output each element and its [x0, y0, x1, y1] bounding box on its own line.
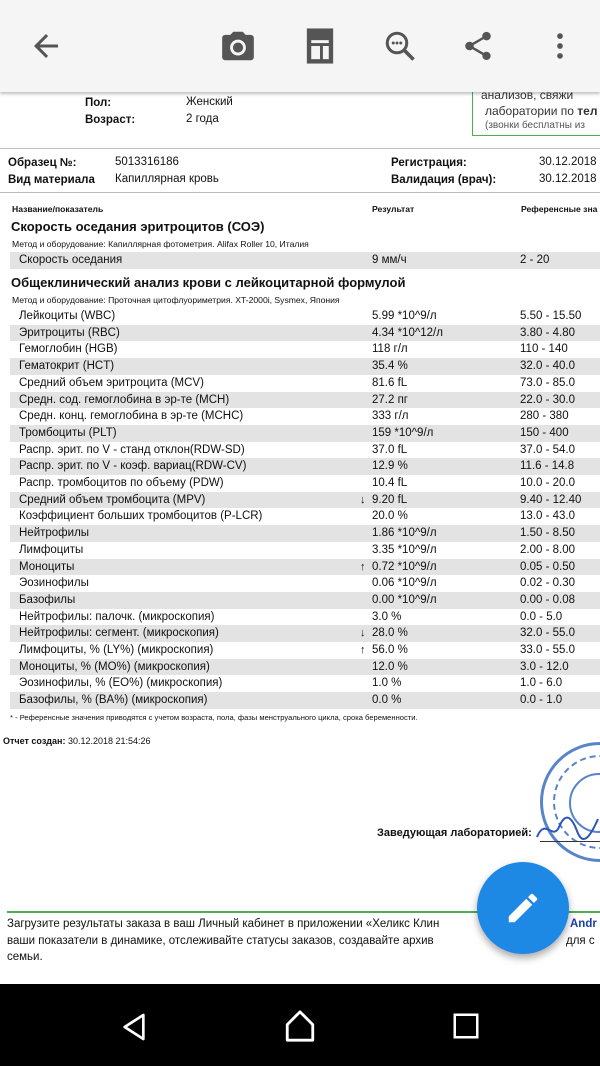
report-created-label: Отчет создан:: [3, 736, 66, 746]
table-row: [10, 542, 600, 559]
row-name: Лимфоциты: [19, 543, 84, 556]
table-row: [10, 375, 600, 392]
table-row: [10, 559, 600, 576]
row-reference: 3.80 - 4.80: [520, 326, 575, 339]
row-value: 81.6 fL: [372, 376, 408, 389]
table-row: [10, 408, 600, 425]
layout-button[interactable]: [300, 26, 340, 66]
table-row: [10, 508, 600, 525]
row-value: 10.4 fL: [372, 477, 408, 489]
contact-line-1: анализов, свяжи: [481, 92, 574, 102]
promo-line-2: ваши показатели в динамике, отслеживайте статусы заказов, создавайте архив: [7, 935, 434, 947]
row-reference: 37.0 - 54.0: [520, 443, 575, 456]
age-label: Возраст:: [85, 114, 136, 126]
row-name: Гематокрит (HCT): [19, 360, 115, 373]
row-flag: ↑: [360, 560, 366, 573]
row-name: Эритроциты (RBC): [19, 326, 120, 339]
promo-line-2-end: для с: [566, 935, 595, 947]
table-row: [10, 442, 600, 459]
row-value: 9.20 fL: [372, 493, 408, 506]
arrow-back-icon: [28, 28, 64, 64]
row-name: Средн. сод. гемоглобина в эр-те (MCH): [19, 393, 230, 406]
signature-line: [540, 841, 600, 842]
row-reference: 0.00 - 0.08: [520, 593, 575, 606]
report-created-value: 30.12.2018 21:54:26: [67, 736, 151, 746]
row-name: Скорость оседания: [19, 254, 123, 266]
row-name: Нейтрофилы: [19, 527, 90, 540]
row-value: 0.72 *10^9/л: [372, 560, 437, 573]
row-reference: 22.0 - 30.0: [520, 393, 575, 406]
row-reference: 150 - 400: [520, 426, 569, 439]
row-value: 37.0 fL: [372, 443, 408, 456]
camera-icon: [219, 27, 257, 65]
row-reference: 0.05 - 0.50: [520, 560, 575, 573]
row-reference: 2.00 - 8.00: [520, 543, 575, 556]
row-name: Эозинофилы, % (EO%) (микроскопия): [19, 677, 223, 690]
table-row: [10, 341, 600, 358]
system-nav-bar: [0, 984, 600, 1066]
row-reference: 10.0 - 20.0: [520, 477, 575, 489]
row-value: 1.0 %: [372, 677, 402, 690]
more-vert-icon: [543, 29, 577, 63]
col-header-name: Название/показатель: [12, 204, 104, 214]
row-reference: 9.40 - 12.40: [520, 493, 582, 506]
row-value: 4.34 *10^12/л: [372, 326, 443, 339]
row-value: 5.99 *10^9/л: [372, 310, 437, 322]
row-reference: 32.0 - 55.0: [520, 627, 575, 640]
table-row: [10, 252, 600, 269]
promo-line-1: Загрузите результаты заказа в ваш Личный кабинет в приложении «Хеликс Клин: [7, 918, 440, 930]
row-name: Моноциты: [19, 560, 75, 573]
material-value: Капиллярная кровь: [115, 173, 219, 185]
row-name: Нейтрофилы: палочк. (микроскопия): [19, 610, 215, 623]
validation-value: 30.12.2018: [539, 173, 597, 185]
back-button[interactable]: [26, 26, 66, 66]
share-icon: [461, 29, 495, 63]
table-row: [10, 625, 600, 642]
row-name: Тромбоциты (PLT): [19, 426, 117, 439]
row-value: 3.35 *10^9/л: [372, 543, 437, 556]
contact-line-2: лаборатории по: [485, 104, 578, 118]
camera-button[interactable]: [218, 26, 258, 66]
row-value: 0.0 %: [372, 694, 402, 707]
sample-number-label: Образец №:: [8, 157, 77, 169]
row-name: Распр. эрит. по V - коэф. вариац(RDW-CV): [19, 460, 247, 473]
row-name: Базофилы, % (BA%) (микроскопия): [19, 694, 208, 707]
lab-contact-box: [472, 92, 600, 136]
table-row: [10, 475, 600, 492]
row-value: 333 г/л: [372, 410, 409, 423]
table-row: [10, 575, 600, 592]
row-reference: 2 - 20: [520, 254, 550, 266]
table-row: [10, 592, 600, 609]
row-reference: 280 - 380: [520, 410, 569, 423]
row-name: Базофилы: [19, 593, 76, 606]
table-row: [10, 659, 600, 676]
table-row: [10, 458, 600, 475]
row-value: 12.0 %: [372, 660, 408, 673]
sample-number-value: 5013316186: [115, 156, 179, 168]
divider: [0, 148, 600, 149]
section-title-esr: Скорость оседания эритроцитов (СОЭ): [11, 219, 265, 234]
row-name: Коэффициент больших тромбоцитов (P-LCR): [19, 510, 263, 523]
row-name: Лимфоциты, % (LY%) (микроскопия): [19, 644, 214, 656]
row-value: 28.0 %: [372, 627, 408, 640]
nav-recents-icon[interactable]: [451, 1011, 481, 1041]
row-reference: 1.0 - 6.0: [520, 677, 563, 690]
row-value: 3.0 %: [372, 610, 402, 623]
row-reference: 32.0 - 40.0: [520, 360, 575, 373]
registration-label: Регистрация:: [391, 157, 467, 169]
row-name: Распр. эрит. по V - станд отклон(RDW-SD): [19, 443, 245, 456]
sex-value: Женский: [186, 96, 233, 108]
sex-label: Пол:: [85, 97, 112, 109]
zoom-search-icon: [382, 28, 418, 64]
material-label: Вид материала: [8, 174, 95, 186]
row-reference: 13.0 - 43.0: [520, 510, 575, 523]
table-row: [10, 358, 600, 375]
row-reference: 0.0 - 5.0: [520, 610, 563, 623]
table-row: [10, 492, 600, 509]
row-name: Гемоглобин (HGB): [19, 343, 118, 356]
footnote: * - Референсные значения приводятся с учетом возраста, пола, фазы менструального цикла, срока беременности.: [10, 713, 418, 722]
validation-label: Валидация (врач):: [391, 174, 497, 186]
row-flag: ↑: [360, 644, 366, 656]
table-row: [10, 325, 600, 342]
table-row: [10, 642, 600, 659]
table-row: [10, 675, 600, 692]
row-value: 118 г/л: [372, 343, 408, 356]
row-reference: 5.50 - 15.50: [520, 310, 582, 322]
edit-fab[interactable]: [477, 862, 569, 954]
row-value: 56.0 %: [372, 644, 408, 656]
table-row: [10, 308, 600, 325]
search-button[interactable]: [380, 26, 420, 66]
contact-phone-label: тел: [577, 104, 598, 118]
row-name: Лейкоциты (WBC): [19, 310, 116, 322]
divider: [0, 192, 600, 193]
row-name: Средн. конц. гемоглобина в эр-те (MCHC): [19, 410, 244, 423]
more-button[interactable]: [540, 26, 580, 66]
row-value: 9 мм/ч: [372, 254, 407, 266]
row-reference: 0.02 - 0.30: [520, 577, 575, 590]
row-reference: 1.50 - 8.50: [520, 527, 575, 540]
table-row: [10, 525, 600, 542]
row-name: Средний объем эритроцита (MCV): [19, 376, 204, 389]
row-reference: 73.0 - 85.0: [520, 376, 575, 389]
row-value: 0.00 *10^9/л: [372, 593, 437, 606]
row-reference: 11.6 - 14.8: [520, 460, 575, 473]
row-value: 1.86 *10^9/л: [372, 527, 437, 540]
row-flag: ↓: [360, 493, 366, 506]
edit-pencil-icon: [504, 889, 542, 927]
age-value: 2 года: [186, 113, 219, 125]
lab-head-label: Заведующая лабораторией:: [377, 827, 532, 839]
row-name: Нейтрофилы: сегмент. (микроскопия): [19, 627, 219, 640]
document-layout-icon: [305, 27, 335, 65]
table-row: [10, 692, 600, 709]
row-name: Эозинофилы: [19, 577, 89, 590]
row-value: 0.06 *10^9/л: [372, 577, 437, 590]
row-reference: 110 - 140: [520, 343, 568, 356]
app-toolbar: [0, 0, 600, 92]
row-name: Распр. тромбоцитов по объему (PDW): [19, 477, 224, 489]
document-viewer[interactable]: [0, 92, 600, 984]
row-value: 20.0 %: [372, 510, 408, 523]
table-row: [10, 609, 600, 626]
table-row: [10, 392, 600, 409]
promo-android-link[interactable]: Andr: [570, 918, 597, 930]
contact-line-3: (звонки бесплатны из: [485, 120, 585, 131]
row-reference: 33.0 - 55.0: [520, 644, 575, 656]
row-reference: 0.0 - 1.0: [520, 694, 563, 707]
row-name: Средний объем тромбоцита (MPV): [19, 493, 206, 506]
row-value: 35.4 %: [372, 360, 408, 373]
nav-home-icon[interactable]: [283, 1009, 317, 1043]
row-value: 159 *10^9/л: [372, 426, 434, 439]
section-method-esr: Метод и оборудование: Капиллярная фотометрия. Alifax Roller 10, Италия: [12, 239, 309, 249]
nav-back-icon[interactable]: [118, 1011, 150, 1043]
share-button[interactable]: [458, 26, 498, 66]
registration-value: 30.12.2018: [539, 156, 597, 168]
table-row: [10, 425, 600, 442]
section-title-cbc: Общеклинический анализ крови с лейкоцитарной формулой: [11, 275, 406, 290]
col-header-result: Результат: [372, 204, 415, 214]
promo-line-3: семьи.: [7, 951, 43, 963]
row-name: Моноциты, % (MO%) (микроскопия): [19, 660, 210, 673]
section-method-cbc: Метод и оборудование: Проточная цитофлуориметрия. XT-2000i, Sysmex, Япония: [12, 295, 340, 305]
row-value: 12.9 %: [372, 460, 408, 473]
row-reference: 3.0 - 12.0: [520, 660, 569, 673]
col-header-reference: Референсные зна: [521, 204, 598, 214]
row-flag: ↓: [360, 627, 366, 640]
row-value: 27.2 пг: [372, 393, 408, 406]
